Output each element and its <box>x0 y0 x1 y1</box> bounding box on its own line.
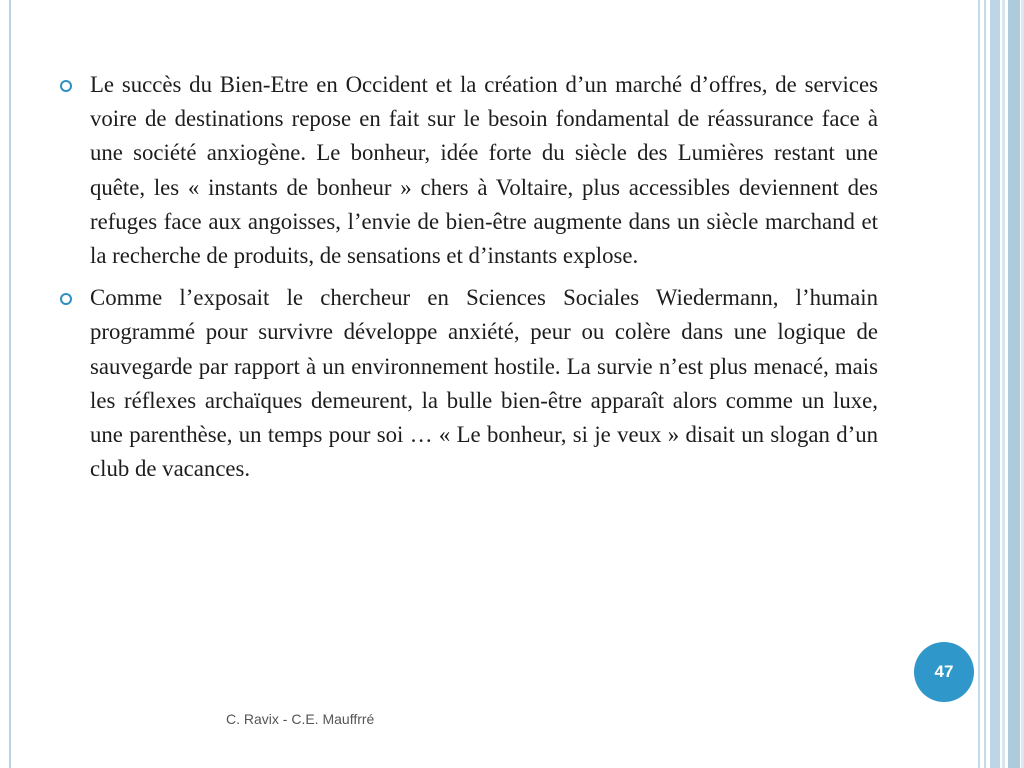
right-stripe-decoration <box>978 0 1024 768</box>
stripe <box>978 0 980 768</box>
footer-credit: C. Ravix - C.E. Mauffrré <box>226 711 375 727</box>
slide-body <box>60 68 878 494</box>
page-number: 47 <box>934 662 954 681</box>
hollow-circle-bullet-icon <box>60 293 72 305</box>
bullet-text: Comme l’exposait le chercheur en Sciences Sociales Wiedermann, l’humain programmé pour survivre développe anxiété, peur ou colère dans une logique de sauvegarde par rapport à un environnement hostile. La survie n’est plus menacé, mais les réflexes archaïques demeurent, la bulle bien-être apparaît alors comme un luxe, une parenthèse, un temps pour soi … « Le bonheur, si je veux » disait un slogan d’un club de vacances. <box>90 285 878 482</box>
left-border-decoration <box>0 0 11 768</box>
bullet-paragraph <box>60 281 878 486</box>
stripe <box>1008 0 1020 768</box>
page-number-badge <box>914 642 974 702</box>
stripe <box>1002 0 1005 768</box>
stripe <box>990 0 1000 768</box>
hollow-circle-bullet-icon <box>60 80 72 92</box>
stripe <box>984 0 986 768</box>
bullet-paragraph <box>60 68 878 273</box>
bullet-text: Le succès du Bien-Etre en Occident et la création d’un marché d’offres, de services voire de destinations repose en fait sur le besoin fondamental de réassurance face à une société anxiogène. Le bonheur, idée forte du siècle des Lumières restant une quête, les « instants de bonheur » chers à Voltaire, plus accessibles deviennent des refuges face aux angoisses, l’envie de bien-être augmente dans un siècle marchand et la recherche de produits, de sensations et d’instants explose. <box>90 72 878 269</box>
